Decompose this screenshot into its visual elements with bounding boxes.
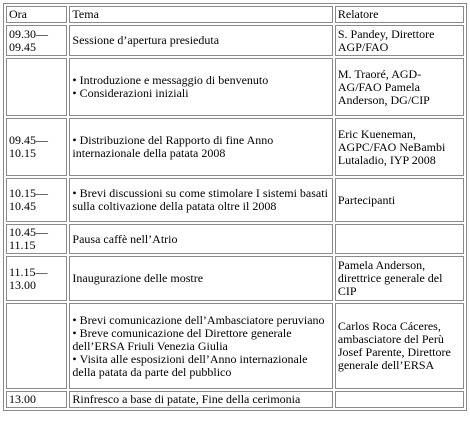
table-row [6, 224, 464, 254]
header-topic: Tema [69, 6, 332, 23]
time-cell [6, 303, 67, 389]
time-cell: 10.15—10.45 [6, 178, 67, 222]
topic-cell: Rinfresco a base di patate, Fine della cerimonia [69, 391, 332, 408]
time-cell [6, 58, 67, 116]
table-row [6, 303, 464, 389]
table-row [6, 178, 464, 222]
time-cell: 10.45—11.15 [6, 224, 67, 254]
table-row [6, 25, 464, 56]
time-cell: 09.45—10.15 [6, 118, 67, 176]
table-row [6, 58, 464, 116]
topic-cell [69, 178, 332, 222]
speaker-cell: Partecipanti [335, 178, 464, 222]
list-item: • Brevi comunicazione dell’Ambasciatore peruviano [72, 314, 329, 327]
topic-cell: Sessione d’apertura presieduta [69, 25, 332, 56]
topic-cell [69, 303, 332, 389]
speaker-cell: S. Pandey, Direttore AGP/FAO [335, 25, 464, 56]
time-cell: 11.15—13.00 [6, 256, 67, 301]
header-row [6, 6, 464, 23]
table-row [6, 256, 464, 301]
list-item: • Breve comunicazione del Direttore generale dell’ERSA Friuli Venezia Giulia [72, 327, 329, 353]
topic-cell [69, 118, 332, 176]
speaker-cell: M. Traoré, AGD-AG/FAO Pamela Anderson, DG/CIP [335, 58, 464, 116]
time-cell: 09.30—09.45 [6, 25, 67, 56]
table-row [6, 391, 464, 408]
speaker-cell: Eric Kueneman, AGPC/FAO NeBambi Lutaladio, IYP 2008 [335, 118, 464, 176]
topic-cell: Pausa caffè nell’Atrio [69, 224, 332, 254]
list-item: • Introduzione e messaggio di benvenuto [72, 74, 329, 87]
speaker-cell: Carlos Roca Cáceres, ambasciatore del Perù Josef Parente, Direttore generale dell’ERSA [335, 303, 464, 389]
schedule-table [3, 3, 467, 411]
topic-cell: Inaugurazione delle mostre [69, 256, 332, 301]
header-time: Ora [6, 6, 67, 23]
list-item: • Considerazioni iniziali [72, 87, 329, 100]
list-item: • Visita alle esposizioni dell’Anno internazionale della patata da parte del pubblico [72, 353, 329, 379]
list-item: • Distribuzione del Rapporto di fine Anno internazionale della patata 2008 [72, 134, 329, 160]
header-speaker: Relatore [335, 6, 464, 23]
list-item: • Brevi discussioni su come stimolare I sistemi basati sulla coltivazione della patata oltre il 2008 [72, 187, 329, 213]
topic-cell [69, 58, 332, 116]
time-cell: 13.00 [6, 391, 67, 408]
speaker-cell [335, 224, 464, 254]
speaker-cell: Pamela Anderson, direttrice generale del CIP [335, 256, 464, 301]
table-row [6, 118, 464, 176]
speaker-cell [335, 391, 464, 408]
